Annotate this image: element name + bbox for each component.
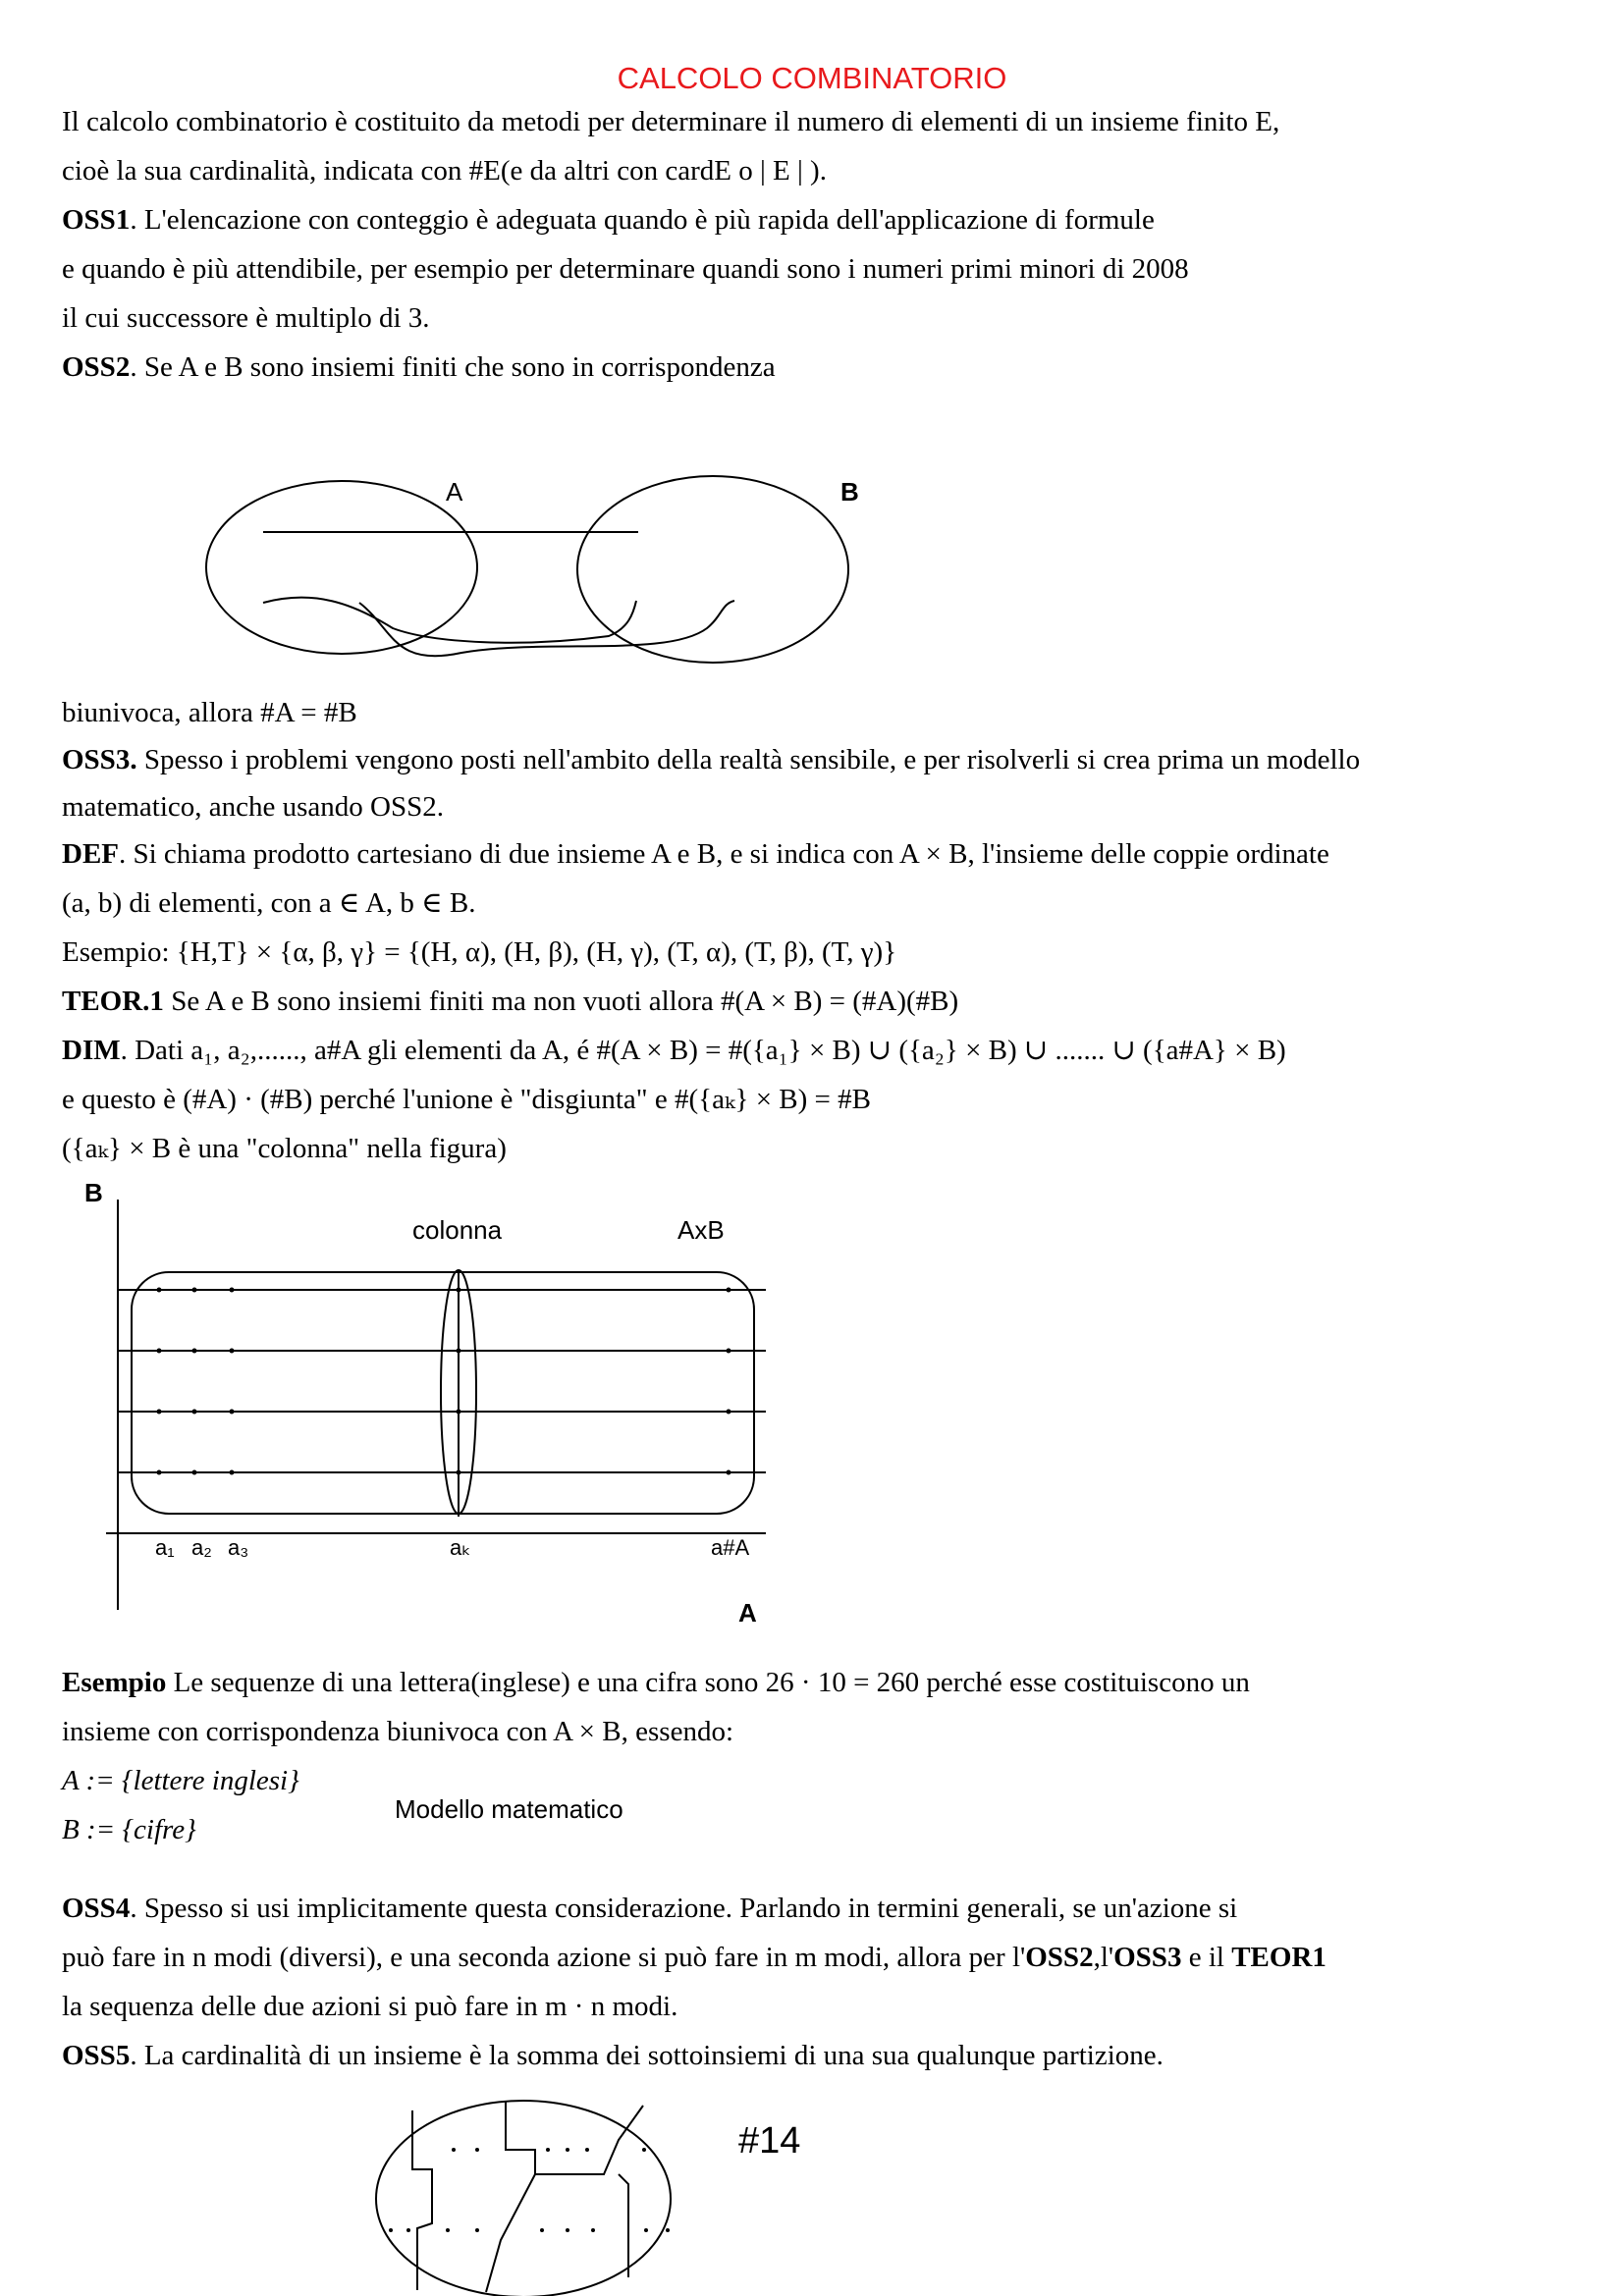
a-hash-a-label: a#A bbox=[711, 1535, 750, 1560]
oss4-text-2e: e il bbox=[1181, 1942, 1232, 1973]
oss4-ref-oss2: OSS2 bbox=[1025, 1942, 1094, 1973]
axis-b-label: B bbox=[84, 1178, 103, 1207]
teor-text: Se A e B sono insiemi finiti ma non vuoti allora #(A × B) = (#A)(#B) bbox=[163, 986, 959, 1017]
correspondence-curve-3 bbox=[359, 601, 734, 656]
dot bbox=[566, 2148, 569, 2152]
axis-a-label: A bbox=[738, 1598, 757, 1628]
oss5-text: . La cardinalità di un insieme è la somma dei sottoinsiemi di una sua qualunque partizione. bbox=[130, 2040, 1164, 2071]
colonna-ellipse bbox=[441, 1270, 476, 1514]
dot bbox=[644, 2228, 648, 2232]
def-label: DEF bbox=[62, 838, 119, 870]
set-b-definition: B := {cifre} bbox=[62, 1814, 196, 1845]
dot bbox=[457, 1349, 461, 1354]
intro-line-2: cioè la sua cardinalità, indicata con #E(e da altri con cardE o | E | ). bbox=[62, 155, 827, 187]
oss5-line bbox=[62, 2039, 1164, 2072]
example-line: Esempio: {H,T} × {α, β, γ} = {(H, α), (H, β), (H, γ), (T, α), (T, β), (T, γ)} bbox=[62, 936, 897, 968]
oss3-text: Spesso i problemi vengono posti nell'ambito della realtà sensibile, e per risolverli si crea prima un modello bbox=[136, 744, 1361, 775]
dim-line-2: e questo è (#A) · (#B) perché l'unione è "disgiunta" e #({aₖ} × B) = #B bbox=[62, 1084, 872, 1115]
partition-boundary-2 bbox=[506, 2101, 643, 2174]
partition-boundary-3 bbox=[486, 2174, 535, 2292]
partition-boundary-1 bbox=[412, 2110, 432, 2290]
example2-text: Le sequenze di una lettera(inglese) e una cifra sono 26 · 10 = 260 perché esse costituiscono un bbox=[166, 1667, 1250, 1698]
dot bbox=[406, 2228, 410, 2232]
a1-label: a₁ bbox=[155, 1535, 175, 1560]
oss2-label: OSS2 bbox=[62, 351, 131, 383]
correspondence-curve-2 bbox=[263, 598, 636, 643]
dot bbox=[192, 1288, 197, 1293]
dot bbox=[727, 1349, 731, 1354]
biunivoca-line: biunivoca, allora #A = #B bbox=[62, 697, 357, 728]
dot bbox=[475, 2228, 479, 2232]
oss4-line-3: la sequenza delle due azioni si può fare in m · n modi. bbox=[62, 1991, 678, 2022]
partition-ellipse bbox=[376, 2101, 671, 2296]
dim-text: . Dati a₁, a₂,......, a#A gli elementi da A, é #(A × B) = #({a₁} × B) ∪ ({a₂} × B) ∪ ....... ∪ ({a#A} × B) bbox=[120, 1035, 1286, 1066]
dot bbox=[157, 1349, 162, 1354]
dot bbox=[457, 1470, 461, 1475]
dot bbox=[727, 1410, 731, 1415]
oss3-label: OSS3. bbox=[62, 744, 137, 775]
dim-label: DIM bbox=[62, 1035, 121, 1066]
oss1-line-2: e quando è più attendibile, per esempio per determinare quandi sono i numeri primi minori di 2008 bbox=[62, 253, 1189, 285]
oss1-line bbox=[62, 203, 1155, 237]
set-a-ellipse bbox=[206, 481, 477, 654]
dot bbox=[230, 1410, 235, 1415]
set-b-ellipse bbox=[577, 476, 848, 663]
example2-line-2: insieme con corrispondenza biunivoca con A × B, essendo: bbox=[62, 1716, 734, 1747]
example2-label: Esempio bbox=[62, 1667, 167, 1698]
dot bbox=[540, 2228, 544, 2232]
set-b-label: B bbox=[840, 477, 859, 507]
dot bbox=[446, 2228, 450, 2232]
set-a-label: A bbox=[446, 477, 463, 507]
oss4-line-2 bbox=[62, 1941, 1326, 1974]
dot bbox=[546, 2148, 550, 2152]
teor-label: TEOR.1 bbox=[62, 986, 164, 1017]
partition-boundary-4 bbox=[619, 2174, 628, 2277]
oss5-label: OSS5 bbox=[62, 2040, 131, 2071]
page-number: #14 bbox=[738, 2120, 801, 2162]
dot bbox=[192, 1470, 197, 1475]
dot bbox=[192, 1410, 197, 1415]
ak-label: aₖ bbox=[450, 1535, 471, 1560]
dot bbox=[452, 2148, 456, 2152]
oss1-label: OSS1 bbox=[62, 204, 131, 236]
dim-line bbox=[62, 1034, 1286, 1067]
oss1-line-3: il cui successore è multiplo di 3. bbox=[62, 302, 430, 334]
dot bbox=[457, 1288, 461, 1293]
oss2-text: . Se A e B sono insiemi finiti che sono in corrispondenza bbox=[130, 351, 776, 383]
axb-label: AxB bbox=[677, 1215, 725, 1245]
dot bbox=[230, 1349, 235, 1354]
oss4-ref-teor1: TEOR1 bbox=[1231, 1942, 1326, 1973]
colonna-line: ({aₖ} × B è una "colonna" nella figura) bbox=[62, 1133, 507, 1164]
oss4-label: OSS4 bbox=[62, 1893, 131, 1924]
dot bbox=[585, 2148, 589, 2152]
oss4-text-2a: può fare in n modi (diversi), e una seconda azione si può fare in m modi, allora per l' bbox=[62, 1942, 1026, 1973]
dot bbox=[157, 1410, 162, 1415]
colonna-label: colonna bbox=[412, 1215, 503, 1245]
oss4-ref-oss3: OSS3 bbox=[1113, 1942, 1182, 1973]
grid-dots bbox=[157, 1288, 731, 1475]
oss2-line bbox=[62, 350, 776, 384]
dot bbox=[566, 2228, 569, 2232]
dot bbox=[230, 1470, 235, 1475]
teor-line bbox=[62, 985, 958, 1018]
dot bbox=[157, 1288, 162, 1293]
dot bbox=[389, 2228, 393, 2232]
axb-rounded-rect bbox=[132, 1272, 754, 1514]
oss4-line bbox=[62, 1892, 1237, 1925]
def-line-2: (a, b) di elementi, con a ∈ A, b ∈ B. bbox=[62, 887, 476, 919]
def-text: . Si chiama prodotto cartesiano di due insieme A e B, e si indica con A × B, l'insieme delle coppie ordinate bbox=[119, 838, 1329, 870]
dot bbox=[727, 1470, 731, 1475]
oss4-text: . Spesso si usi implicitamente questa considerazione. Parlando in termini generali, se un'azione si bbox=[130, 1893, 1238, 1924]
oss3-line-2: matematico, anche usando OSS2. bbox=[62, 791, 444, 823]
def-line bbox=[62, 837, 1329, 871]
example2-line bbox=[62, 1666, 1250, 1699]
intro-line-1: Il calcolo combinatorio è costituito da metodi per determinare il numero di elementi di un insieme finito E, bbox=[62, 106, 1280, 137]
mathematical-model-label: Modello matematico bbox=[395, 1794, 623, 1824]
dot bbox=[727, 1288, 731, 1293]
dot bbox=[230, 1288, 235, 1293]
partition-dots bbox=[389, 2148, 670, 2232]
oss4-text-2c: ,l' bbox=[1093, 1942, 1114, 1973]
dot bbox=[475, 2148, 479, 2152]
dot bbox=[192, 1349, 197, 1354]
dot bbox=[457, 1410, 461, 1415]
dot bbox=[666, 2228, 670, 2232]
a3-label: a₃ bbox=[228, 1535, 249, 1560]
page-title: CALCOLO COMBINATORIO bbox=[617, 61, 1007, 95]
oss3-line bbox=[62, 743, 1360, 776]
dot bbox=[642, 2148, 646, 2152]
set-a-definition: A := {lettere inglesi} bbox=[62, 1765, 299, 1796]
dot bbox=[157, 1470, 162, 1475]
dot bbox=[591, 2228, 595, 2232]
oss1-text: . L'elencazione con conteggio è adeguata quando è più rapida dell'applicazione di formule bbox=[130, 204, 1155, 236]
a2-label: a₂ bbox=[191, 1535, 212, 1560]
